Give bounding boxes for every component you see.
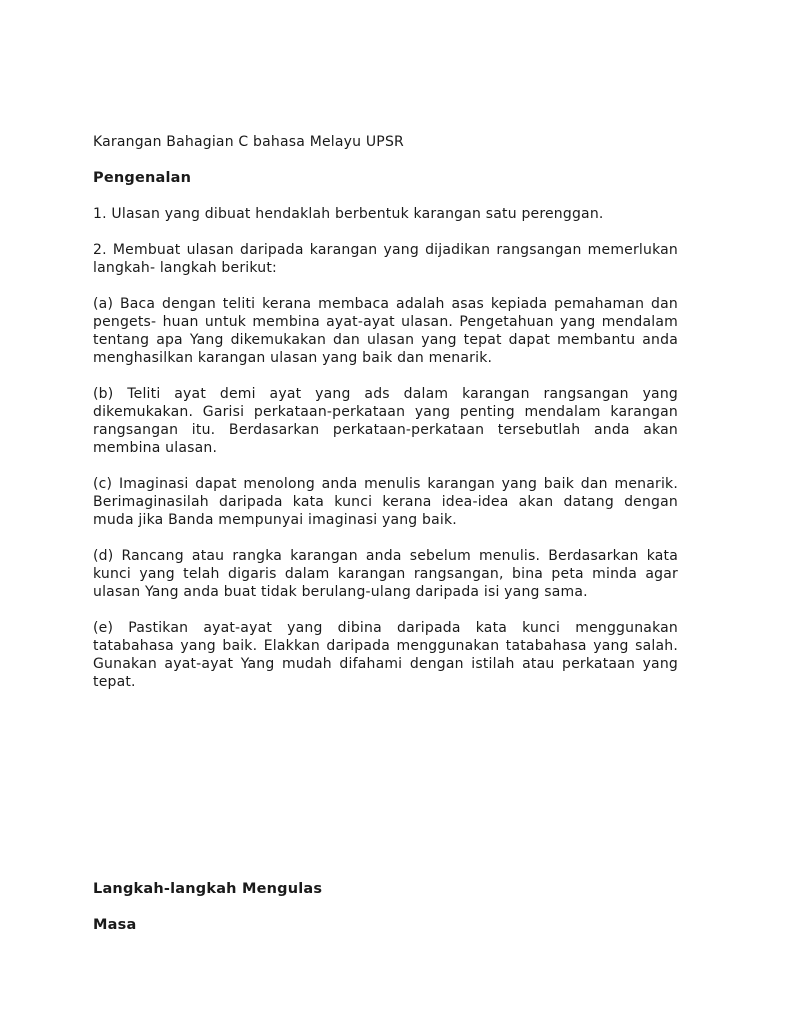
- paragraph-e: (e) Pastikan ayat-ayat yang dibina daripada kata kunci menggunakan tatabahasa yang baik. Elakkan daripada menggunakan tatabahasa yang salah. Gunakan ayat-ayat Yang mudah difahami dengan istilah atau perkataan yang tepat.: [93, 620, 678, 690]
- document-title: Karangan Bahagian C bahasa Melayu UPSR: [93, 134, 404, 150]
- intro-heading: Pengenalan: [93, 170, 192, 186]
- paragraph-b: (b) Teliti ayat demi ayat yang ads dalam karangan rangsangan yang dikemukakan. Garisi perkataan-perkataan yang penting mendalam karangan rangsangan itu. Berdasarkan perkataan-perkataan tersebutlah anda akan membina ulasan.: [93, 386, 678, 456]
- paragraph-1: 1. Ulasan yang dibuat hendaklah berbentuk karangan satu perenggan.: [93, 206, 604, 222]
- paragraph-d: (d) Rancang atau rangka karangan anda sebelum menulis. Berdasarkan kata kunci yang telah digaris dalam karangan rangsangan, bina peta minda agar ulasan Yang anda buat tidak berulang-ulang daripada isi yang sama.: [93, 548, 678, 600]
- paragraph-2: 2. Membuat ulasan daripada karangan yang dijadikan rangsangan memerlukan langkah- langkah berikut:: [93, 242, 678, 276]
- paragraph-c: (c) Imaginasi dapat menolong anda menulis karangan yang baik dan menarik. Berimaginasilah daripada kata kunci kerana idea-idea akan datang dengan muda jika Banda mempunyai imaginasi yang baik.: [93, 476, 678, 528]
- blank-space: [93, 709, 678, 880]
- subsection-heading: Masa: [93, 917, 137, 933]
- section-heading: Langkah-langkah Mengulas: [93, 881, 323, 897]
- paragraph-a: (a) Baca dengan teliti kerana membaca adalah asas kepiada pemahaman dan pengets- huan untuk membina ayat-ayat ulasan. Pengetahuan yang mendalam tentang apa Yang dikemukakan dan ulasan yang tepat dapat membantu anda menghasilkan karangan ulasan yang baik dan menarik.: [93, 296, 678, 366]
- document-body: [93, 133, 678, 952]
